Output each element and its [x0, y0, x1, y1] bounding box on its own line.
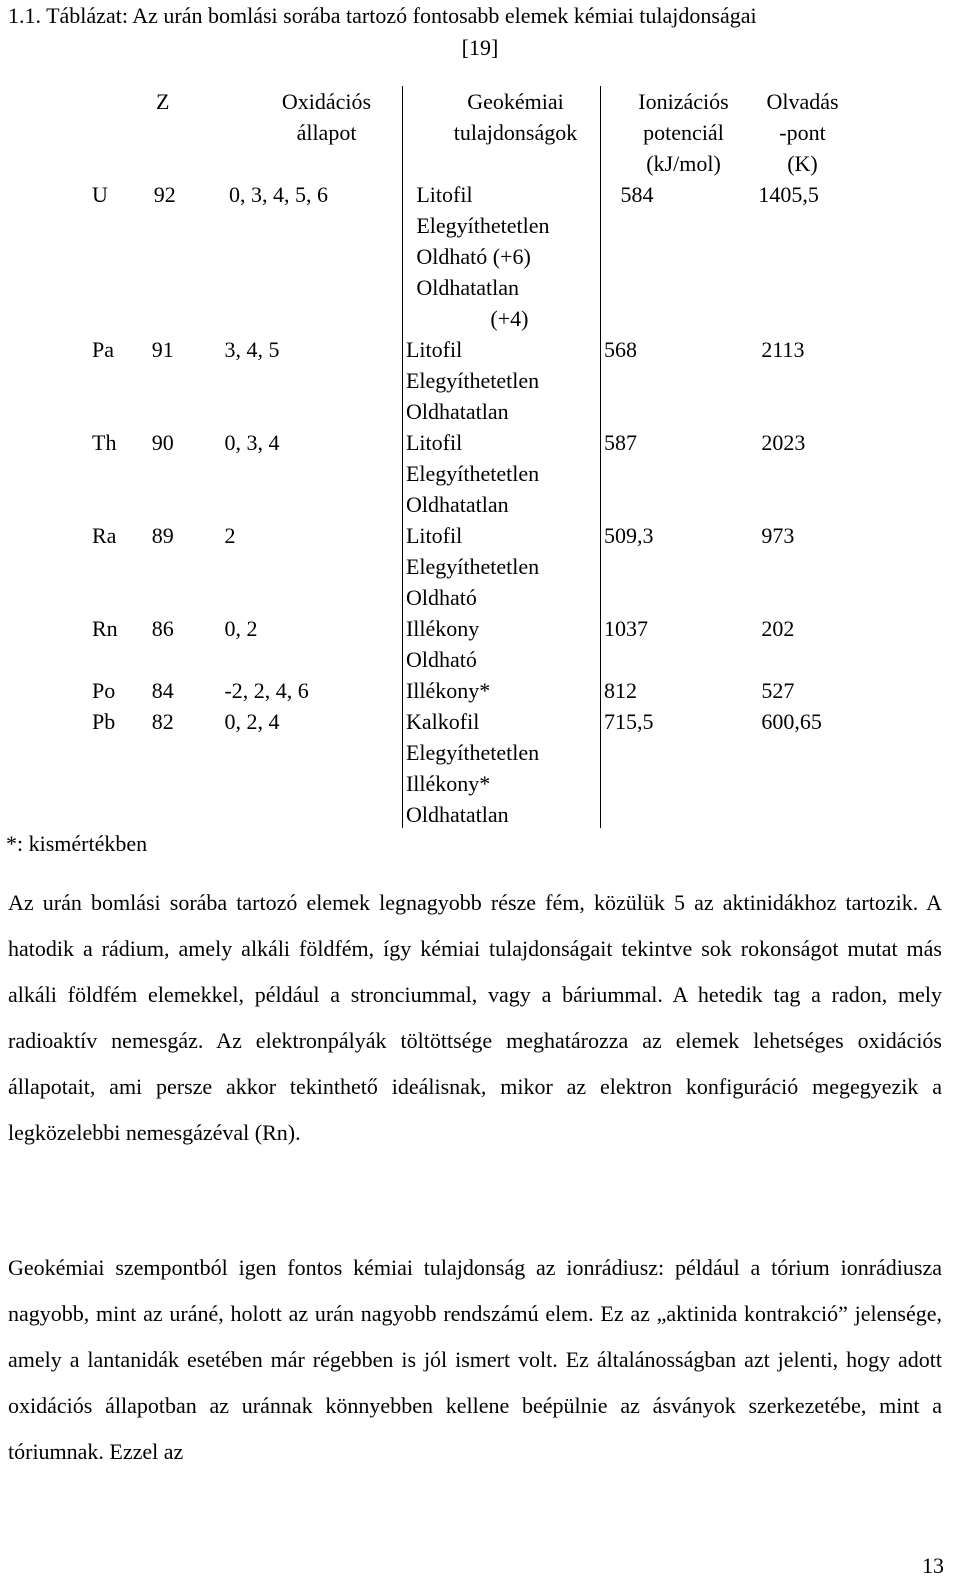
atomic-number: 82	[151, 709, 174, 734]
geo-line: Oldhatatlan	[416, 275, 519, 300]
melting-point: 1405,5	[758, 182, 819, 207]
geo-line: Illékony	[405, 616, 480, 641]
melting-point: 527	[761, 678, 795, 703]
geochemical-properties	[397, 613, 586, 675]
geo-line: (+4)	[490, 306, 529, 331]
ionization-potential: 587	[604, 430, 637, 455]
geochemical-properties	[397, 334, 586, 427]
header-geochemical-line: Geokémiai	[467, 89, 564, 114]
header-symbol	[80, 86, 156, 179]
atomic-number: 91	[151, 337, 174, 362]
geo-line: Litofil	[405, 430, 463, 455]
ionization-potential: 1037	[604, 616, 648, 641]
melting-point: 2023	[761, 430, 806, 455]
geo-line: Litofil	[416, 182, 473, 207]
table-header-row	[80, 86, 850, 179]
atomic-number: 84	[151, 678, 174, 703]
caption-reference: [19]	[461, 35, 499, 60]
geo-line: Illékony*	[405, 771, 491, 796]
oxidation-states: -2, 2, 4, 6	[224, 678, 309, 703]
header-geochemical-line: tulajdonságok	[453, 120, 578, 145]
element-symbol: Po	[92, 678, 116, 703]
ionization-potential: 812	[604, 678, 637, 703]
oxidation-states: 0, 2	[224, 616, 258, 641]
ionization-potential: 584	[620, 182, 654, 207]
body-paragraph: Geokémiai szempontból igen fontos kémiai tulajdonság az ionrádiusz: például a tórium ionrádiusza nagyobb, mint az uráné, holott az urán nagyobb rendszámú elem. Ez az „aktinida kontrakció” jelensége, amely a lantanidák esetében már régebben is jól ismert volt. Ez általánosságban azt jelenti, hogy adott oxidációs állapotban az uránnak könnyebben kellene beépülnie az ásványok szerkezetébe, mint a tóriumnak. Ezzel az	[8, 1255, 942, 1464]
element-symbol: U	[92, 182, 108, 207]
melting-point: 202	[761, 616, 795, 641]
geochemical-properties	[407, 179, 602, 334]
melting-point: 973	[761, 523, 795, 548]
element-properties-table	[80, 86, 850, 830]
geo-line: Elegyíthetetlen	[416, 213, 550, 238]
table-row	[80, 334, 850, 427]
header-ionization-line: Ionizációs	[638, 89, 729, 114]
table-row	[80, 427, 850, 520]
geo-line: Kalkofil	[405, 709, 480, 734]
header-melting-line: (K)	[787, 151, 818, 176]
header-melting-line: -pont	[779, 120, 826, 145]
header-oxidation	[234, 86, 419, 179]
ionization-potential: 568	[604, 337, 637, 362]
table-footnote: *: kismértékben	[6, 831, 148, 856]
geo-line: Elegyíthetetlen	[405, 554, 540, 579]
table-row	[80, 179, 850, 334]
table-row	[80, 520, 850, 613]
page-number: 13	[922, 1553, 944, 1578]
atomic-number: 89	[151, 523, 174, 548]
table-row	[80, 613, 850, 675]
geo-line: Litofil	[405, 523, 463, 548]
geo-line: Oldhatatlan	[405, 492, 509, 517]
ionization-potential: 715,5	[604, 709, 654, 734]
body-paragraph: Az urán bomlási sorába tartozó elemek legnagyobb része fém, közülük 5 az aktinidákhoz tartozik. A hatodik a rádium, amely alkáli földfém, így kémiai tulajdonságait tekintve sok rokonságot mutat más alkáli földfém elemekkel, például a stronciummal, vagy a báriummal. A hetedik tag a radon, mely radioaktív nemesgáz. Az elektronpályák töltöttsége meghatározza az elemek lehetséges oxidációs állapotait, ami persze akkor tekinthető ideálisnak, mikor az elektron konfiguráció megegyezik a legközelebbi nemesgázéval (Rn).	[8, 890, 942, 1145]
header-ionization	[612, 86, 755, 179]
header-oxidation-line: Oxidációs	[281, 89, 372, 114]
atomic-number: 90	[151, 430, 174, 455]
table-caption	[0, 0, 960, 64]
geochemical-properties	[397, 520, 586, 613]
header-geochemical	[419, 86, 612, 179]
geochemical-properties	[397, 706, 586, 830]
table-row	[80, 706, 850, 830]
ionization-potential: 509,3	[604, 523, 654, 548]
oxidation-states: 0, 3, 4, 5, 6	[228, 182, 328, 207]
table-row	[80, 675, 850, 706]
oxidation-states: 3, 4, 5	[224, 337, 280, 362]
header-z: Z	[156, 89, 170, 114]
element-symbol: Rn	[92, 616, 118, 641]
header-ionization-line: potenciál	[643, 120, 724, 145]
geo-line: Oldható	[405, 585, 477, 610]
atomic-number: 86	[151, 616, 174, 641]
element-symbol: Ra	[92, 523, 117, 548]
element-symbol: Th	[92, 430, 117, 455]
oxidation-states: 2	[224, 523, 236, 548]
geo-line: Illékony*	[405, 678, 491, 703]
geo-line: Elegyíthetetlen	[405, 368, 540, 393]
melting-point: 2113	[761, 337, 805, 362]
header-melting-point	[755, 86, 850, 179]
element-symbol: Pa	[92, 337, 114, 362]
geo-line: Oldható (+6)	[416, 244, 531, 269]
geo-line: Oldhatatlan	[405, 802, 509, 827]
melting-point: 600,65	[761, 709, 822, 734]
atomic-number: 92	[153, 182, 176, 207]
geo-line: Elegyíthetetlen	[405, 461, 540, 486]
header-ionization-line: (kJ/mol)	[646, 151, 721, 176]
oxidation-states: 0, 3, 4	[224, 430, 280, 455]
caption-title: 1.1. Táblázat: Az urán bomlási sorába tartozó fontosabb elemek kémiai tulajdonságai	[8, 3, 757, 28]
header-oxidation-line: állapot	[296, 120, 357, 145]
oxidation-states: 0, 2, 4	[224, 709, 280, 734]
geo-line: Oldható	[405, 647, 477, 672]
geo-line: Elegyíthetetlen	[405, 740, 540, 765]
element-symbol: Pb	[92, 709, 116, 734]
geochemical-properties	[397, 675, 586, 706]
geo-line: Oldhatatlan	[405, 399, 509, 424]
header-melting-line: Olvadás	[766, 89, 839, 114]
geo-line: Litofil	[405, 337, 463, 362]
geochemical-properties	[397, 427, 586, 520]
